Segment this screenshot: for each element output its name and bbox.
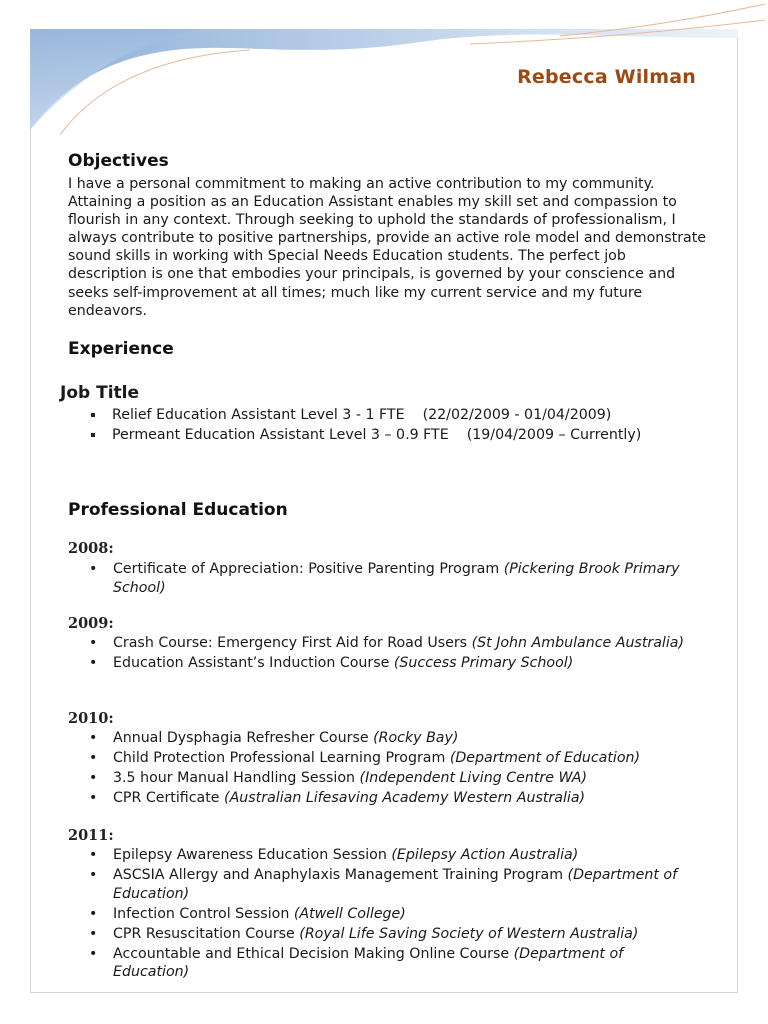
course-name: Epilepsy Awareness Education Session	[113, 847, 392, 863]
course-list	[88, 729, 698, 809]
course-item	[88, 560, 698, 597]
course-item	[88, 769, 698, 788]
course-item	[88, 789, 698, 808]
course-name: Education Assistant’s Induction Course	[113, 655, 394, 671]
course-provider: (Atwell College)	[293, 905, 406, 922]
course-provider: (Success Primary School)	[393, 655, 574, 671]
applicant-name: Rebecca Wilman	[517, 66, 696, 88]
objectives-text: I have a personal commitment to making an active contribution to my community. Attaining a position as an Education Assistant enables my skill set and compassion to flourish in any context. Through seeking to uphold the standards of professionalism, I always contribute to positive partnerships, provide an active role model and demonstrate sound skills in working with Special Needs Education students. The perfect job description is one that embodies your principals, is governed by your conscience and seeks self-improvement at all times; much like my current service and my future endeavors.	[68, 176, 707, 319]
course-item	[88, 846, 698, 865]
course-provider: (Rocky Bay)	[373, 730, 459, 746]
course-name: CPR Resuscitation Course	[113, 925, 300, 942]
year-label: 2011:	[68, 827, 114, 844]
course-provider: (Department of Education)	[113, 867, 678, 902]
course-list	[88, 560, 698, 599]
job-item: Relief Education Assistant Level 3 - 1 FTE (22/02/2009 - 01/04/2009)	[88, 405, 641, 425]
course-provider: (Department of Education)	[113, 945, 624, 980]
experience-heading: Experience	[68, 339, 174, 359]
year-label: 2010:	[68, 710, 114, 727]
professional-education-heading: Professional Education	[68, 500, 288, 520]
course-list	[88, 846, 698, 983]
course-name: CPR Certificate	[113, 790, 225, 806]
course-name: Child Protection Professional Learning Program	[113, 750, 450, 766]
course-name: Infection Control Session	[113, 905, 294, 922]
course-provider: (Epilepsy Action Australia)	[391, 847, 579, 863]
course-provider: (Department of Education)	[449, 750, 641, 766]
course-provider: (Pickering Brook Primary School)	[113, 561, 680, 596]
course-item	[88, 729, 698, 748]
course-item	[88, 905, 698, 924]
course-name: Annual Dysphagia Refresher Course	[113, 730, 374, 746]
course-name: Certificate of Appreciation: Positive Parenting Program	[113, 561, 504, 577]
course-name: 3.5 hour Manual Handling Session	[113, 770, 360, 786]
course-provider: (Australian Lifesaving Academy Western Australia)	[224, 790, 586, 806]
course-provider: (Independent Living Centre WA)	[359, 770, 588, 786]
job-title-heading: Job Title	[60, 383, 139, 403]
course-item	[88, 945, 698, 982]
course-name: ASCSIA Allergy and Anaphylaxis Management Training Program	[113, 867, 568, 883]
course-item	[88, 749, 698, 768]
course-provider: (St John Ambulance Australia)	[471, 635, 685, 651]
course-provider: (Royal Life Saving Society of Western Australia)	[299, 925, 639, 942]
course-item	[88, 925, 698, 944]
job-item: Permeant Education Assistant Level 3 – 0.9 FTE (19/04/2009 – Currently)	[88, 425, 641, 445]
job-list	[88, 405, 641, 445]
objectives-heading: Objectives	[68, 151, 169, 171]
course-list	[88, 634, 698, 674]
course-item	[88, 654, 698, 673]
course-name: Crash Course: Emergency First Aid for Road Users	[113, 635, 472, 651]
year-label: 2009:	[68, 615, 114, 632]
course-item	[88, 866, 698, 903]
year-label: 2008:	[68, 540, 114, 557]
course-item	[88, 634, 698, 653]
course-name: Accountable and Ethical Decision Making Online Course	[113, 945, 514, 962]
